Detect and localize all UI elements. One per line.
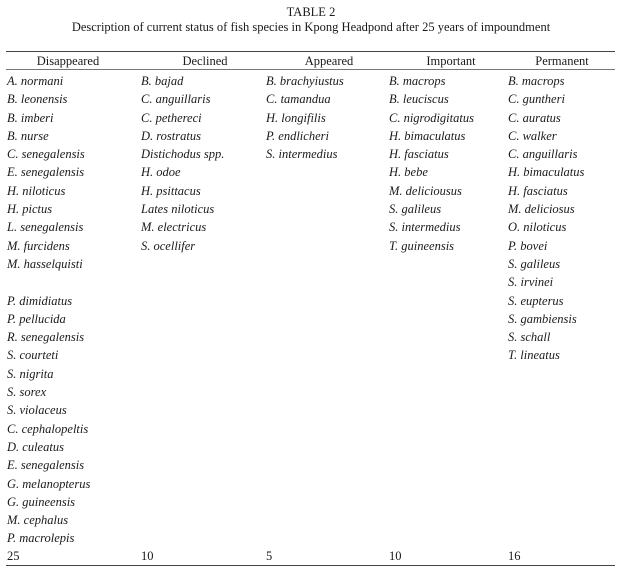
header-declined: Declined — [182, 54, 228, 68]
species-item: G. guineensis — [7, 494, 76, 509]
species-item: S. nigrita — [7, 366, 54, 381]
count-declined: 10 — [141, 549, 154, 563]
species-item: B. leonensis — [7, 92, 68, 107]
species-item: S. courteti — [7, 348, 59, 363]
count-important: 10 — [389, 549, 402, 563]
table-caption: Description of current status of fish species in Kpong Headpond after 25 years of impoundment — [71, 20, 551, 34]
species-item: S. sorex — [7, 385, 47, 400]
species-item: C. anguillaris — [141, 92, 211, 107]
species-item: P. dimidiatus — [7, 293, 73, 308]
species-item: D. culeatus — [7, 439, 64, 454]
species-item: M. electricus — [141, 220, 207, 235]
species-item: S. galileus — [389, 202, 442, 217]
species-item: P. bovei — [508, 238, 548, 253]
header-important: Important — [426, 54, 476, 68]
species-item: O. niloticus — [508, 220, 567, 235]
species-item: B. imberi — [7, 110, 54, 125]
column-disappeared — [7, 72, 90, 548]
column-important — [389, 72, 474, 255]
species-item: M. hasselquisti — [7, 256, 83, 271]
species-item: H. bebe — [389, 165, 428, 180]
species-item: H. bimaculatus — [389, 128, 466, 143]
species-item: C. auratus — [508, 110, 561, 125]
header-disappeared: Disappeared — [36, 54, 100, 68]
species-item: D. rostratus — [141, 128, 201, 143]
species-item: B. macrops — [508, 74, 565, 88]
species-item: T. guineensis — [389, 238, 455, 253]
species-item: H. longifilis — [266, 110, 326, 125]
species-item: C. pethereci — [141, 110, 202, 125]
table-title: TABLE 2 — [286, 5, 336, 19]
header-appeared: Appeared — [304, 54, 354, 68]
species-item: H. pictus — [7, 202, 53, 217]
bottom-rule — [6, 565, 615, 566]
species-item: S. intermedius — [389, 220, 461, 235]
species-item: E. senegalensis — [7, 458, 85, 473]
column-declined — [141, 72, 224, 255]
species-item: C. anguillaris — [508, 147, 578, 162]
count-disappeared: 25 — [7, 549, 20, 563]
species-item: S. violaceus — [7, 403, 67, 418]
species-item: S. intermedius — [266, 147, 338, 162]
species-item: B. bajad — [141, 74, 184, 88]
species-item: G. melanopterus — [7, 476, 91, 491]
species-item: H. psittacus — [141, 183, 201, 198]
species-item: L. senegalensis — [7, 220, 84, 235]
species-item: Lates niloticus — [141, 202, 215, 217]
header-rule — [6, 69, 615, 70]
species-item: A. normani — [7, 74, 64, 88]
species-item: P. endlicheri — [266, 128, 329, 143]
species-item: H. bimaculatus — [508, 165, 585, 180]
species-item: S. gambiensis — [508, 311, 577, 326]
species-item: R. senegalensis — [7, 330, 85, 345]
species-item: C. cephalopeltis — [7, 421, 89, 436]
count-appeared: 5 — [266, 549, 273, 563]
species-item: B. leuciscus — [389, 92, 449, 107]
top-rule — [6, 51, 615, 52]
species-item: M. deliciousus — [389, 183, 462, 198]
species-item: H. odoe — [141, 165, 181, 180]
species-item: P. macrolepis — [7, 531, 75, 546]
species-item: S. eupterus — [508, 293, 564, 308]
species-item: Distichodus spp. — [141, 147, 225, 162]
species-item: B. macrops — [389, 74, 446, 88]
species-item: M. cephalus — [7, 513, 69, 528]
count-permanent: 16 — [508, 549, 521, 563]
species-item: M. furcidens — [7, 238, 70, 253]
header-permanent: Permanent — [535, 54, 589, 68]
species-item: C. nigrodigitatus — [389, 110, 474, 125]
column-appeared — [266, 72, 344, 163]
species-item: C. guntheri — [508, 92, 565, 107]
species-item: H. niloticus — [7, 183, 66, 198]
species-item: P. pellucida — [7, 311, 66, 326]
species-item: T. lineatus — [508, 348, 560, 363]
species-item: C. senegalensis — [7, 147, 85, 162]
species-item: C. walker — [508, 128, 557, 143]
species-item: H. fasciatus — [508, 183, 568, 198]
species-item: M. deliciosus — [508, 202, 575, 217]
species-item: H. fasciatus — [389, 147, 449, 162]
column-permanent — [508, 72, 584, 365]
species-item: E. senegalensis — [7, 165, 85, 180]
species-item: B. nurse — [7, 128, 49, 143]
species-item: C. tamandua — [266, 92, 331, 107]
species-item: S. irvinei — [508, 275, 554, 290]
species-item: B. brachyiustus — [266, 74, 344, 88]
species-item: S. ocellifer — [141, 238, 196, 253]
species-item: S. schall — [508, 330, 551, 345]
spacer-row — [7, 273, 90, 291]
species-item: S. galileus — [508, 256, 561, 271]
